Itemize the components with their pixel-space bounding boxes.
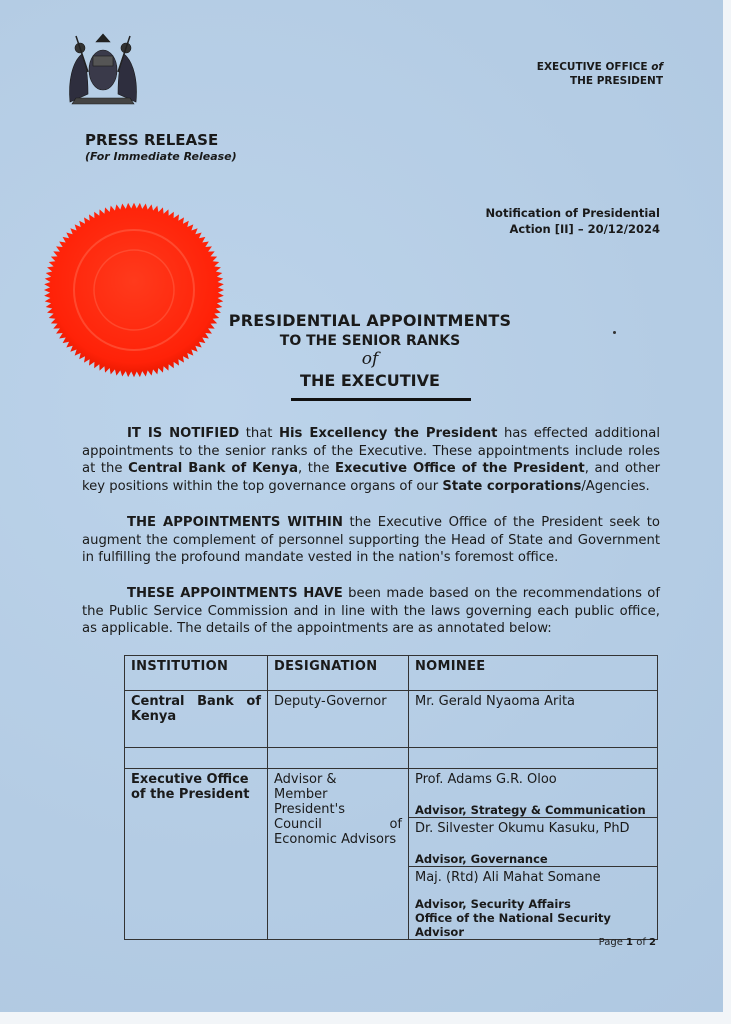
document-title [200, 311, 540, 390]
table-row [125, 769, 658, 940]
title-line-2: TO THE SENIOR RANKS [279, 333, 461, 349]
paragraph-appointments-have: THESE APPOINTMENTS HAVE been made based on the recommendations of the Public Service Commission and in line with the laws governing each public office, as applicable. The details of the appointments are as annotated below: [82, 586, 660, 637]
title-line-3: of [361, 349, 379, 369]
nominee-role: Advisor, Governance [415, 852, 548, 866]
institution-cell: Executive Office of the President [125, 769, 268, 940]
column-header-nominee: NOMINEE [409, 656, 658, 691]
notification-reference: Notification of Presidential Action [II] – 20/12/2024 [485, 206, 660, 236]
speck [613, 331, 616, 334]
title-line-4: THE EXECUTIVE [300, 371, 440, 390]
press-release-label: PRESS RELEASE [85, 131, 219, 149]
paragraph-notified: IT IS NOTIFIED that His Excellency the President has effected additional appointments to the senior ranks of the Executive. These appointments include roles at the Central Bank of Kenya, the Executive Office of the President, and other key positions within the top governance organs of our State corporations/Agencies. [82, 426, 660, 494]
nominee-cell [409, 769, 658, 940]
appointments-table [124, 655, 658, 940]
title-line-1: PRESIDENTIAL APPOINTMENTS [228, 311, 512, 330]
coat-of-arms-icon [58, 32, 148, 108]
designation-cell: Deputy-Governor [268, 691, 409, 748]
column-header-designation: DESIGNATION [268, 656, 409, 691]
title-underline [291, 398, 471, 401]
nominee-name: Dr. Silvester Okumu Kasuku, PhD [415, 821, 630, 836]
table-header-row [125, 656, 658, 691]
designation-cell: Advisor & Member President's Council of Economic Advisors [268, 769, 409, 940]
column-header-institution: INSTITUTION [125, 656, 268, 691]
institution-cell: Central Bank of Kenya [125, 691, 268, 748]
table-spacer-row [125, 748, 658, 769]
executive-office-heading: EXECUTIVE OFFICE of THE PRESIDENT [536, 61, 663, 87]
table-row [125, 691, 658, 748]
paragraph-appointments-within: THE APPOINTMENTS WITHIN the Executive Office of the President seek to augment the complement of personnel supporting the Head of State and Government in fulfilling the profound mandate vested in the nation's foremost office. [82, 515, 661, 566]
nominee-role: Advisor, Strategy & Communication [415, 803, 646, 817]
nominee-cell: Mr. Gerald Nyaoma Arita [409, 691, 658, 748]
immediate-release-label: (For Immediate Release) [85, 150, 237, 163]
nominee-role-office: Office of the National Security Advisor [415, 911, 611, 939]
nominee-name: Prof. Adams G.R. Oloo [415, 772, 557, 787]
nominee-role: Advisor, Security Affairs [415, 897, 571, 911]
page-number: Page 1 of 2 [598, 937, 656, 948]
nominee-name: Maj. (Rtd) Ali Mahat Somane [415, 870, 601, 885]
